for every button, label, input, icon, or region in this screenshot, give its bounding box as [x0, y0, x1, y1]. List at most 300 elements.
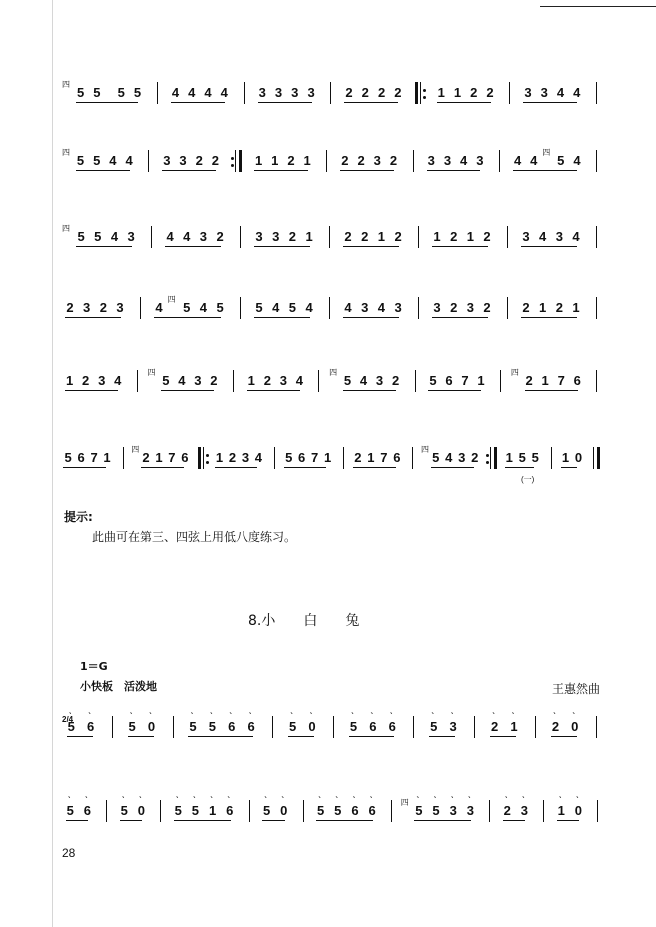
bar-line	[596, 150, 597, 172]
bowing-mark: ˎ	[138, 787, 143, 799]
beam-line	[65, 317, 120, 318]
note: 1	[557, 803, 565, 818]
bar-line	[507, 226, 508, 248]
note: 5	[429, 373, 437, 388]
beam-line	[521, 317, 576, 318]
note: 1	[247, 373, 255, 388]
note: 5	[67, 719, 75, 734]
note: 2	[394, 229, 402, 244]
note: 2	[345, 85, 353, 100]
note: 5	[415, 803, 423, 818]
note: 5	[216, 300, 224, 315]
note: 7	[90, 450, 98, 465]
note: 7	[461, 373, 469, 388]
note: 3	[83, 300, 91, 315]
beam-line	[154, 317, 221, 318]
note: 6	[368, 803, 376, 818]
beam-line	[254, 170, 308, 171]
note: 2	[216, 229, 224, 244]
repeat-start-bar	[415, 82, 418, 104]
note: 2	[357, 153, 365, 168]
note: 2	[99, 300, 107, 315]
bowing-mark: ˎ	[175, 787, 180, 799]
note: 1	[367, 450, 375, 465]
note: 3	[258, 85, 266, 100]
note: 1	[215, 450, 224, 465]
note: 0	[571, 719, 579, 734]
bar-line	[173, 716, 174, 738]
bowing-mark: ˎ	[317, 787, 322, 799]
song-row-1	[62, 703, 622, 750]
bar-line	[596, 716, 597, 738]
beam-line	[254, 246, 309, 247]
bar-line	[140, 297, 141, 319]
beam-line	[188, 736, 253, 737]
bar-line	[240, 297, 241, 319]
bowing-mark: ˎ	[575, 787, 580, 799]
note: 2	[483, 229, 491, 244]
note: 3	[373, 153, 381, 168]
bar-line	[543, 800, 544, 822]
bowing-mark: ˎ	[309, 703, 314, 715]
note: 1	[103, 450, 111, 465]
repeat-end-bar	[490, 447, 491, 469]
bar-line	[274, 447, 275, 469]
note: 3	[163, 153, 171, 168]
note: 3	[375, 373, 384, 388]
note: 2	[522, 300, 530, 315]
beam-line	[437, 102, 491, 103]
note: 3	[241, 450, 250, 465]
beam-line	[429, 736, 455, 737]
bowing-mark: ˎ	[229, 703, 233, 715]
beam-line	[76, 102, 138, 103]
note: 2	[377, 85, 386, 100]
note: 5	[343, 373, 352, 388]
note: 5	[189, 719, 197, 734]
repeat-dot	[423, 96, 426, 99]
exercise-row-3	[62, 224, 622, 260]
repeat-end-bar	[235, 150, 236, 172]
bowing-mark: ˎ	[450, 703, 455, 715]
string-mark: 四	[62, 80, 70, 89]
repeat-dot	[231, 164, 234, 167]
song-row-2	[62, 787, 622, 834]
note: 4	[155, 300, 163, 315]
note: 5	[66, 803, 74, 818]
bar-line	[112, 716, 113, 738]
bowing-mark: ˎ	[190, 703, 195, 715]
beam-line	[76, 246, 131, 247]
note: 1	[437, 85, 445, 100]
note: 4	[204, 85, 212, 100]
note: 6	[369, 719, 377, 734]
bowing-mark: ˎ	[558, 787, 563, 799]
note: 2	[142, 450, 150, 465]
tempo-marking: 小快板 活泼地	[80, 680, 157, 693]
note: 1	[539, 300, 547, 315]
note: 4	[573, 85, 581, 100]
beam-line	[215, 467, 257, 468]
note: 3	[361, 300, 369, 315]
beam-line	[343, 317, 398, 318]
note: 5	[128, 719, 136, 734]
note: 3	[524, 85, 532, 100]
bar-line	[418, 297, 419, 319]
bowing-mark: ˎ	[369, 787, 374, 799]
note: 4	[199, 300, 208, 315]
string-mark: 四	[400, 798, 409, 807]
bar-line	[507, 297, 508, 319]
bar-line	[500, 370, 501, 392]
note: 2	[195, 153, 203, 168]
bar-line	[326, 150, 327, 172]
note: 5	[93, 153, 101, 168]
string-mark: 四	[542, 148, 551, 157]
bowing-mark: ˎ	[67, 787, 72, 799]
note: 2	[450, 229, 458, 244]
repeat-end-bar	[239, 150, 242, 172]
note: 4	[513, 153, 522, 168]
beam-line	[513, 170, 577, 171]
bowing-mark: ˎ	[248, 703, 253, 715]
bar-line	[157, 82, 158, 104]
note: 1	[305, 229, 313, 244]
note: 1	[572, 300, 580, 315]
note: 4	[530, 153, 538, 168]
exercise-row-4	[62, 295, 622, 331]
note: 2	[471, 450, 479, 465]
bar-line	[489, 800, 490, 822]
repeat-dot	[206, 461, 209, 464]
note: 0	[574, 803, 582, 818]
note: 5	[288, 300, 297, 315]
beam-line	[427, 170, 481, 171]
beam-line	[344, 102, 398, 103]
page-edge-rule	[52, 0, 53, 927]
below-mark: (一)	[521, 475, 535, 484]
note: 0	[280, 803, 288, 818]
note: 7	[168, 450, 176, 465]
note: 6	[388, 719, 396, 734]
bar-line	[137, 370, 138, 392]
note: 4	[109, 153, 117, 168]
note: 6	[393, 450, 401, 465]
note: 2	[287, 153, 295, 168]
note: 2	[389, 153, 398, 168]
beam-line	[66, 820, 89, 821]
note: 2	[525, 373, 533, 388]
note: 5	[183, 300, 191, 315]
bar-line	[412, 447, 413, 469]
repeat-dot	[206, 454, 209, 457]
note: 2	[450, 300, 458, 315]
beam-line	[161, 390, 214, 391]
beam-line	[284, 467, 326, 468]
note: 3	[433, 300, 441, 315]
note: 2	[210, 373, 218, 388]
note: 6	[298, 450, 306, 465]
bowing-mark: ˎ	[350, 703, 355, 715]
bar-line	[249, 800, 250, 822]
beam-line	[561, 467, 577, 468]
composer-credit: 王惠然曲	[552, 682, 601, 696]
bowing-mark: ˎ	[68, 703, 73, 715]
bar-line	[413, 716, 414, 738]
note: 4	[445, 450, 453, 465]
note: 1	[505, 450, 513, 465]
note: 3	[443, 153, 452, 168]
note: 2	[361, 229, 369, 244]
bar-line	[333, 716, 334, 738]
beam-line	[174, 820, 231, 821]
note: 4	[377, 300, 385, 315]
bar-line	[391, 800, 392, 822]
beam-line	[523, 102, 577, 103]
note: 3	[466, 300, 474, 315]
string-mark: 四	[329, 368, 338, 377]
hint-label: 提示:	[64, 510, 93, 524]
bar-line	[596, 297, 597, 319]
note: 2	[391, 373, 400, 388]
bowing-mark: ˎ	[521, 787, 526, 799]
bowing-mark: ˎ	[552, 703, 557, 715]
note: 7	[380, 450, 388, 465]
bar-line	[233, 370, 234, 392]
bowing-mark: ˎ	[129, 703, 134, 715]
note: 3	[520, 803, 528, 818]
repeat-dot	[423, 89, 426, 92]
note: 2	[490, 719, 499, 734]
bar-line	[418, 226, 419, 248]
string-mark: 四	[147, 368, 156, 377]
beam-line	[128, 736, 154, 737]
bowing-mark: ˎ	[148, 703, 153, 715]
bowing-mark: ˎ	[227, 787, 231, 799]
note: 6	[445, 373, 453, 388]
beam-line	[63, 467, 105, 468]
beam-line	[353, 467, 395, 468]
note: 5	[93, 85, 101, 100]
bowing-mark: ˎ	[467, 787, 472, 799]
bar-line	[474, 716, 475, 738]
note: 2	[483, 300, 491, 315]
note: 3	[449, 719, 457, 734]
repeat-dot	[486, 454, 489, 457]
bar-line	[106, 800, 107, 822]
beam-line	[258, 102, 312, 103]
note: 4	[178, 373, 186, 388]
note: 2	[354, 450, 362, 465]
note: 6	[228, 719, 236, 734]
note: 1	[433, 229, 441, 244]
beam-line	[349, 736, 394, 737]
note: 2	[344, 229, 352, 244]
beam-line	[505, 467, 534, 468]
note: 5	[432, 450, 440, 465]
note: 6	[87, 719, 95, 734]
note: 5	[334, 803, 342, 818]
repeat-start-bar	[203, 447, 204, 469]
note: 2	[394, 85, 402, 100]
beam-line	[262, 820, 285, 821]
note: 6	[181, 450, 189, 465]
note: 4	[572, 229, 580, 244]
note: 4	[114, 373, 122, 388]
note: 3	[555, 229, 563, 244]
note: 5	[255, 300, 263, 315]
note: 1	[324, 450, 332, 465]
note: 3	[116, 300, 124, 315]
note: 4	[305, 300, 313, 315]
note: 4	[272, 300, 280, 315]
bowing-mark: ˎ	[352, 787, 357, 799]
note: 2	[361, 85, 369, 100]
final-bar	[597, 447, 600, 469]
beam-line	[428, 390, 481, 391]
note: 6	[83, 803, 91, 818]
note: 4	[254, 450, 263, 465]
note: 0	[137, 803, 146, 818]
beam-line	[141, 467, 183, 468]
page-number: 28	[62, 846, 76, 860]
bowing-mark: ˎ	[209, 703, 214, 715]
note: 3	[255, 229, 263, 244]
note: 5	[557, 153, 565, 168]
note: 6	[226, 803, 234, 818]
beam-line	[76, 170, 130, 171]
note: 5	[285, 450, 293, 465]
note: 5	[430, 719, 438, 734]
note: 1	[561, 450, 570, 465]
note: 2	[555, 300, 563, 315]
note: 1	[541, 373, 549, 388]
note: 5	[64, 450, 72, 465]
beam-line	[431, 467, 473, 468]
note: 5	[316, 803, 325, 818]
bowing-mark: ˎ	[491, 703, 496, 715]
bowing-mark: ˎ	[370, 703, 374, 715]
bar-line	[329, 226, 330, 248]
bowing-mark: ˎ	[88, 703, 92, 715]
note: 3	[540, 85, 548, 100]
beam-line	[288, 736, 314, 737]
repeat-start-bar	[198, 447, 201, 469]
note: 5	[94, 229, 102, 244]
bar-line	[597, 800, 598, 822]
note: 4	[539, 229, 547, 244]
exercise-row-2	[62, 148, 622, 184]
bar-line	[415, 370, 416, 392]
bar-line	[303, 800, 304, 822]
beam-line	[67, 736, 93, 737]
string-mark: 四	[62, 224, 70, 233]
note: 2	[228, 450, 237, 465]
note: 5	[120, 803, 128, 818]
note: 1	[66, 373, 74, 388]
note: 3	[272, 229, 280, 244]
bar-line	[151, 226, 152, 248]
bar-line	[160, 800, 161, 822]
beam-line	[432, 246, 487, 247]
exercise-row-6	[62, 445, 622, 484]
note: 5	[77, 229, 85, 244]
bar-line	[244, 82, 245, 104]
note: 4	[188, 85, 196, 100]
note: 3	[194, 373, 202, 388]
note: 4	[460, 153, 468, 168]
note: 1	[453, 85, 462, 100]
beam-line	[343, 390, 396, 391]
beam-line	[503, 820, 526, 821]
note: 5	[262, 803, 271, 818]
beam-line	[414, 820, 471, 821]
string-mark: 四	[510, 368, 519, 377]
bar-line	[330, 82, 331, 104]
note: 2	[211, 153, 220, 168]
bowing-mark: ˎ	[209, 787, 214, 799]
note: 3	[466, 803, 474, 818]
bowing-mark: ˎ	[416, 787, 420, 799]
note: 5	[191, 803, 200, 818]
note: 3	[98, 373, 106, 388]
string-mark: 四	[62, 148, 70, 157]
note: 2	[288, 229, 297, 244]
note: 2	[341, 153, 349, 168]
note: 3	[291, 85, 299, 100]
bowing-mark: ˎ	[572, 703, 576, 715]
note: 2	[82, 373, 90, 388]
repeat-dot	[486, 461, 489, 464]
note: 4	[556, 85, 565, 100]
note: 7	[311, 450, 319, 465]
time-signature: 2/4	[62, 715, 74, 724]
beam-line	[65, 390, 118, 391]
note: 6	[573, 373, 581, 388]
note: 3	[274, 85, 283, 100]
beam-line	[120, 820, 143, 821]
note: 5	[432, 803, 440, 818]
repeat-end-bar	[494, 447, 497, 469]
bowing-mark: ˎ	[84, 787, 89, 799]
bar-line	[329, 297, 330, 319]
note: 3	[199, 229, 208, 244]
note: 5	[76, 153, 85, 168]
note: 4	[183, 229, 191, 244]
string-mark: 四	[167, 295, 176, 304]
note: 3	[522, 229, 530, 244]
bowing-mark: ˎ	[389, 703, 394, 715]
note: 3	[476, 153, 484, 168]
string-mark: 四	[131, 445, 140, 454]
beam-line	[557, 820, 580, 821]
note: 5	[349, 719, 358, 734]
bowing-mark: ˎ	[511, 703, 515, 715]
note: 7	[557, 373, 565, 388]
note: 2	[486, 85, 494, 100]
note: 6	[77, 450, 85, 465]
note: 5	[289, 719, 297, 734]
beam-line	[525, 390, 578, 391]
note: 1	[477, 373, 485, 388]
bar-line	[596, 370, 597, 392]
beam-line	[162, 170, 216, 171]
bar-line	[535, 716, 536, 738]
note: 3	[427, 153, 435, 168]
beam-line	[432, 317, 487, 318]
bowing-mark: ˎ	[450, 787, 455, 799]
note: 1	[208, 803, 217, 818]
